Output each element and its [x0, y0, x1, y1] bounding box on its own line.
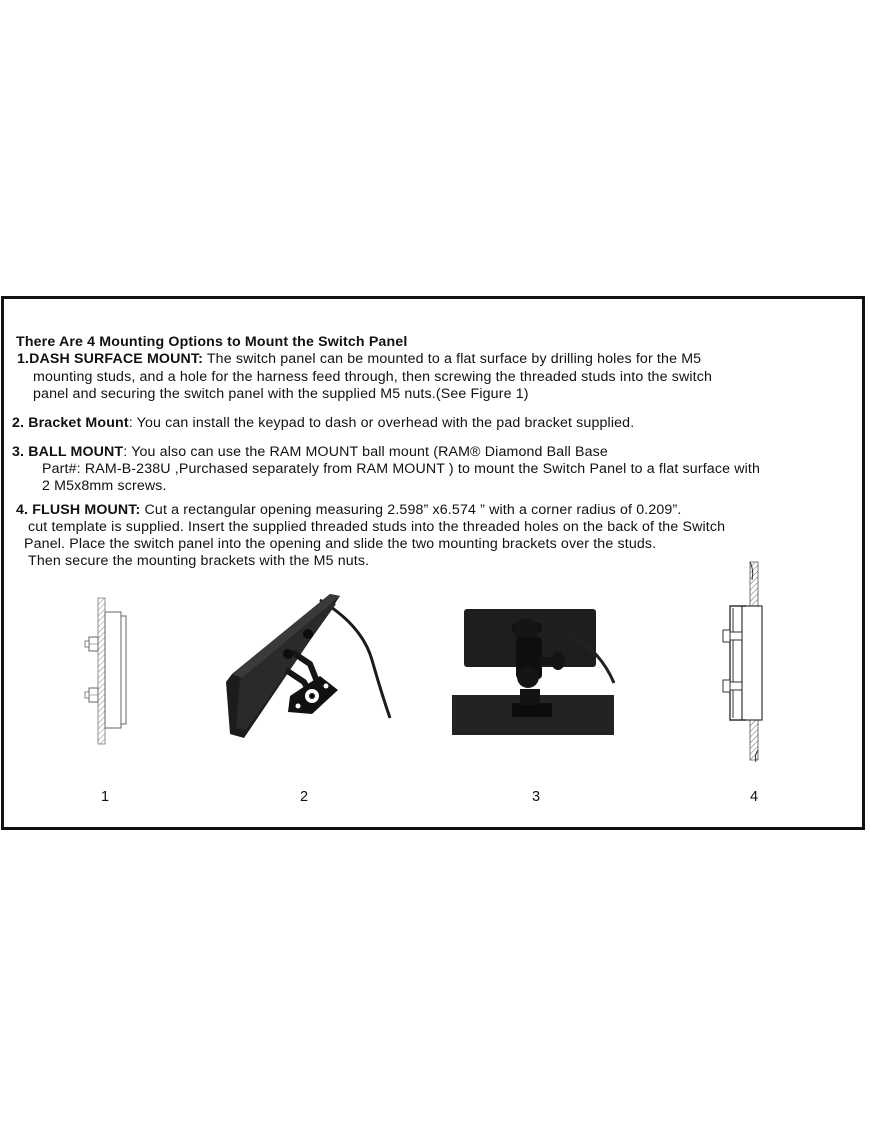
option-4-line-4: Then secure the mounting brackets with the M5 nuts.	[28, 553, 370, 569]
option-3-number: 3	[12, 444, 21, 460]
option-4-text: Cut a rectangular opening measuring 2.598” x6.574 ” with a corner radius of 0.209”.	[140, 502, 682, 518]
option-1-text: The switch panel can be mounted to a flat surface by drilling holes for the M5	[203, 351, 702, 367]
option-2-line-1	[12, 415, 634, 432]
option-4-line-2: cut template is supplied. Insert the supplied threaded studs into the threaded holes on the back of the Switch	[28, 519, 726, 535]
option-1-line-2: mounting studs, and a hole for the harness feed through, then screwing the threaded studs into the switch	[33, 369, 713, 385]
option-2-text: : You can install the keypad to dash or overhead with the pad bracket supplied.	[128, 415, 635, 431]
option-3-text: : You also can use the RAM MOUNT ball mount (RAM® Diamond Ball Base	[123, 444, 608, 460]
figure-3-ball-mount-photo	[450, 605, 616, 737]
option-3-line-3: 2 M5x8mm screws.	[42, 478, 167, 494]
figure-1-number: 1	[100, 789, 110, 805]
page-title: There Are 4 Mounting Options to Mount the Switch Panel	[16, 334, 408, 350]
figure-4-number: 4	[749, 789, 759, 805]
option-1-line-3: panel and securing the switch panel with the supplied M5 nuts.(See Figure 1)	[33, 386, 529, 402]
figure-3-number: 3	[531, 789, 541, 805]
figure-1-surface-mount-drawing	[82, 592, 132, 746]
figure-2-bracket-mount-photo	[222, 590, 394, 740]
option-2-label: 2. Bracket Mount	[12, 415, 129, 431]
option-1-line-1	[17, 351, 701, 368]
figure-2-number: 2	[299, 789, 309, 805]
option-4-line-3: Panel. Place the switch panel into the opening and slide the two mounting brackets over the studs.	[24, 536, 657, 552]
option-4-label: 4. FLUSH MOUNT:	[16, 502, 141, 518]
option-3-line-1	[12, 444, 608, 461]
option-3-line-2: Part#: RAM-B-238U ,Purchased separately from RAM MOUNT ) to mount the Switch Panel to a flat surface with	[42, 461, 761, 477]
option-4-line-1	[16, 502, 681, 519]
option-1-label: 1.DASH SURFACE MOUNT:	[17, 351, 204, 367]
figure-4-flush-mount-drawing	[712, 560, 772, 764]
option-3-label: . BALL MOUNT	[20, 444, 124, 460]
